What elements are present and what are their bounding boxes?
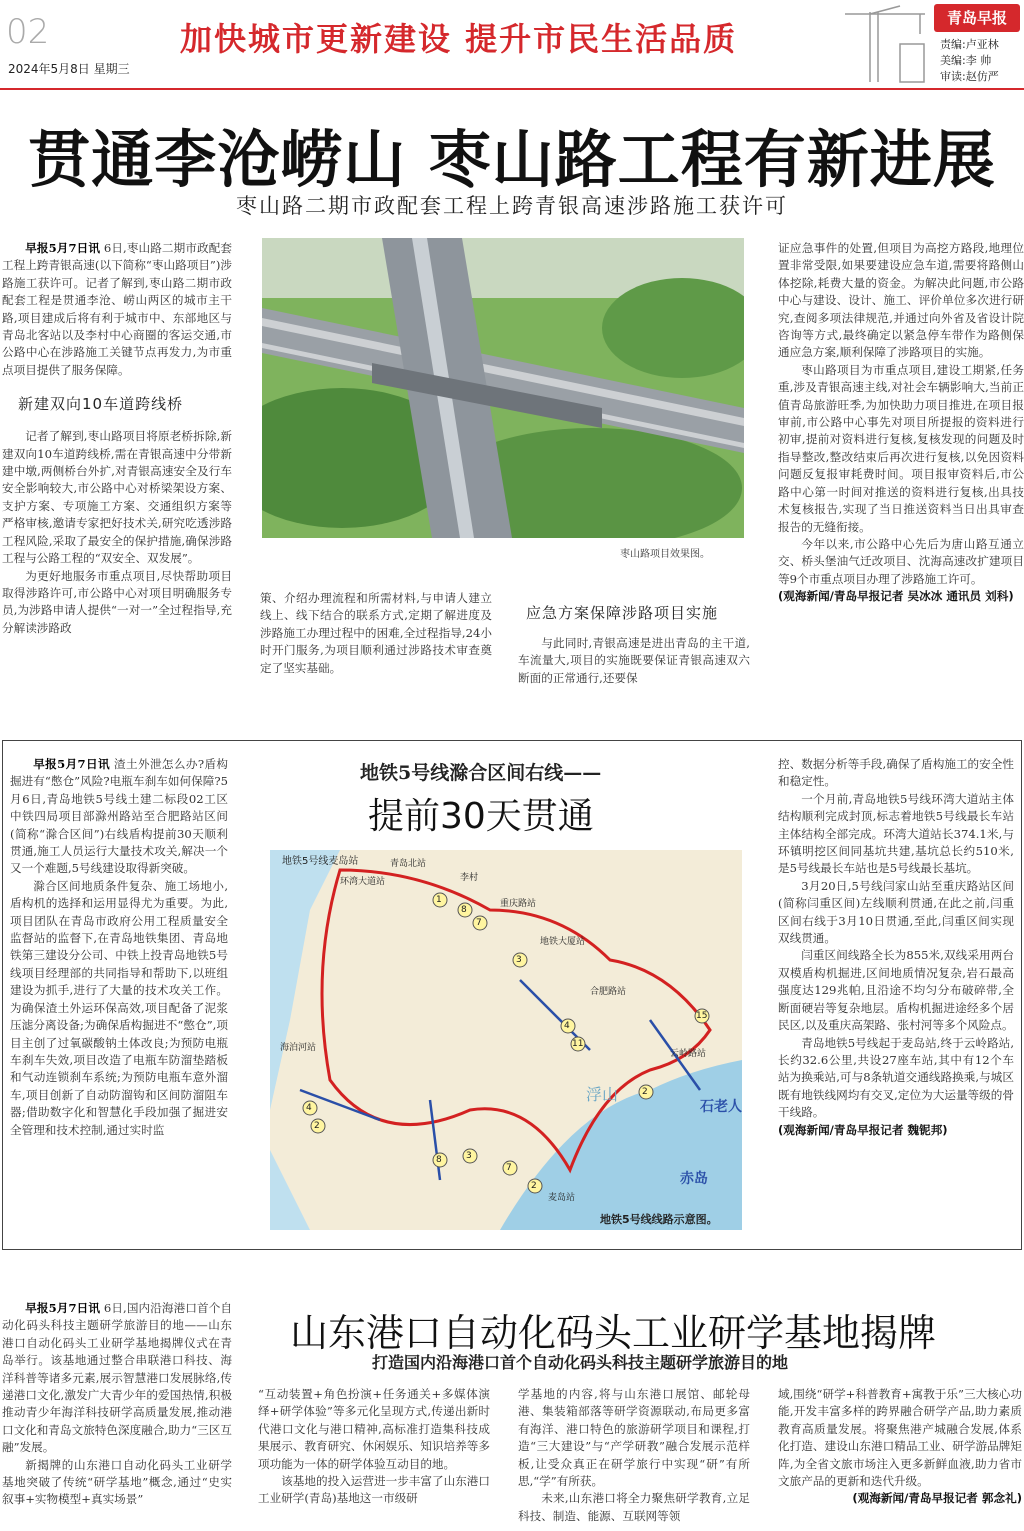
article2-col3: [778, 756, 1014, 1139]
a1-paragraph-7: 枣山路项目为市重点项目,建设工期紧,任务重,涉及青银高速主线,对社会车辆影响大,当前正值青岛旅游旺季,为加快助力项目推进,在项目报审前,市公路中心事先对项目所提报的资料进行初审,提前对资料进行复核,复核发现的问题及时指导整改,整改结束后再次进行复核,以免因资料问题反复报审耗费时间。项目报审资料后,市公路中心第一时间对推送的资料进行复核,出具技术复核报告,实现了当日推送资料当日出具审查报告的无缝衔接。: [778, 362, 1024, 534]
port-headline: 山东港口自动化码头工业研学基地揭牌: [290, 1311, 937, 1355]
a3-paragraph-4: 该基地的投入运营进一步丰富了山东港口工业研学(青岛)基地这一市级研: [258, 1474, 490, 1506]
a3-paragraph-1: 6日,国内沿海港口首个自动化码头科技主题研学旅游目的地——山东港口自动化码头工业研学基地揭牌仪式在青岛举行。该基地通过整合串联港口科技、海洋科普等诸多元素,展示智慧港口发展脉络,传递港口文化,激发广大青少年的爱国热情,积极推动青少年海洋科技研学高质量发展,推动港口文化和青岛文旅特色深度融合,助力“三区互融”发展。: [2, 1301, 233, 1455]
line-number: 15: [696, 1011, 708, 1021]
map-label: 地铁大厦站: [540, 937, 586, 947]
a3-paragraph-7: 域,围绕“研学+科普教育+寓教于乐”三大核心功能,开发丰富多样的跨界融合研学产品,助力素质教育高质量发展。将聚焦港产城融合发展,体系化打造、建设山东港口精品工业、研学游品牌矩阵,为全省文旅市场注入更多新鲜血液,助力省市文旅产品的更新和迭代升级。: [778, 1387, 1022, 1489]
a1-byline: (观海新闻/青岛早报记者 吴冰冰 通讯员 刘科): [778, 589, 1014, 604]
article3-col1: [2, 1300, 232, 1509]
map-label: 云岭路站: [670, 1049, 707, 1059]
a2-paragraph-2: 滁合区间地质条件复杂、施工场地小,盾构机的选择和运用显得尤为重要。为此,项目团队在青岛市政府公用工程质量安全监督站的监督下,在青岛地铁集团、青岛地铁第三建设分公司、中铁上投青岛地铁5号线项目经理部的共同指导和帮助下,以班组建设为抓手,进行了大量的技术攻关工作。为确保渣土外运环保高效,项目配备了泥浆压滤分离设备;为确保盾构掘进不“憋仓”,项目主创了过氧碳酸钠土体改良;为预防电瓶车刹车失效,项目改造了电瓶车防溜垫踏板和气动连锁刹车系统;为预防电瓶车意外溜车,项目创新了自动防溜钩和区间防溜阻车器;借助数字化和智慧化手段加强了掘进安全管理和技术控制,通过实时监: [10, 878, 228, 1137]
newspaper-logo: 青岛早报: [934, 4, 1020, 32]
line-number: 7: [476, 918, 482, 928]
editor-credit: 责编:卢亚林: [940, 38, 999, 51]
line-number: 3: [516, 955, 522, 965]
line-number: 4: [564, 1021, 570, 1031]
line-number: 8: [461, 905, 467, 915]
map-label: 石老人: [700, 1099, 742, 1115]
a2-paragraph-1: 渣土外泄怎么办?盾构掘进有“憋仓”风险?电瓶车刹车如何保障?5月6日,青岛地铁5号线土建二标段02工区中铁四局项目部滁州路站至合肥路站区间(简称“滁合区间”)右线盾构提前30天顺利贯通,施工人员运行大量技术攻关,解决一个又一个难题,5号线建设取得新突破。: [10, 757, 229, 876]
a1-paragraph-3: 为更好地服务市重点项目,尽快帮助项目取得涉路许可,市公路中心对项目明确服务专员,为涉路申请人提供“一对一”全过程指导,充分解读涉路政: [2, 568, 232, 635]
article2-col1: [10, 756, 228, 1139]
article3-col2: [258, 1386, 490, 1508]
a1-paragraph-4: 策、介绍办理流程和所需材料,与申请人建立线上、线下结合的联系方式,定期了解进度及涉路施工办理过程中的困难,全过程指导,24小时开门服务,为项目顺利通过涉路技术审查奠定了坚实基础。: [260, 591, 492, 675]
metro-kicker: 地铁5号线滁合区间右线——: [360, 762, 602, 784]
article1-col2: [260, 590, 492, 677]
line-number: 2: [314, 1121, 320, 1131]
lead-tag: 早报5月7日讯: [25, 1301, 101, 1315]
a3-paragraph-5: 学基地的内容,将与山东港口展馆、邮轮母港、集装箱部落等研学资源联动,布局更多富有海洋、港口特色的旅游研学项目和课程,打造“三大建设”与“产学研教”融合发展示范样板,让受众真正在研学旅行中实现“研”有所思,“学”有所获。: [518, 1387, 750, 1489]
designer-credit: 美编:李 帅: [940, 54, 992, 67]
a2-paragraph-3: 控、数据分析等手段,确保了盾构施工的安全性和稳定性。: [778, 757, 1014, 789]
line-number: 3: [466, 1151, 472, 1161]
map-label: 李村: [460, 873, 479, 883]
line-number: 11: [572, 1039, 584, 1049]
page-slogan: 加快城市更新建设 提升市民生活品质: [180, 20, 738, 58]
map-label: 重庆路站: [500, 899, 537, 909]
article1-col1: [2, 240, 232, 637]
a2-paragraph-6: 闫重区间线路全长为855米,双线采用两台双模盾构机掘进,区间地质情况复杂,岩石最高强度达129兆帕,且沿途不均匀分布破碎带,全断面硬岩等复杂地层。盾构机掘进途经多个居民区,以及重庆高架路、张村河等多个风险点。: [778, 948, 1014, 1033]
map-label: 合肥路站: [590, 987, 627, 997]
a1-paragraph-6: 证应急事件的处置,但项目为高挖方路段,地理位置非常受限,如果要建设应急车道,需要将路侧山体挖除,耗费大量的资金。为解决此问题,市公路中心与建设、设计、施工、评价单位多次进行研究,查阅多项法律规范,并通过向外省及省设计院咨询等方式,最终确定以紧急停车带作为路侧保通应急方案,顺利保障了涉路项目的实施。: [778, 241, 1024, 360]
map-label: 浮山: [586, 1085, 619, 1104]
crane-icon: [840, 4, 930, 84]
headline-zaoshan-road: 贯通李沧崂山 枣山路工程有新进展: [28, 123, 996, 196]
a2-paragraph-7: 青岛地铁5号线起于麦岛站,终于云岭路站,长约32.6公里,共设27座车站,其中有12个车站为换乘站,可与8条轨道交通线路换乘,与城区既有地铁线网均有交叉,定位为大运量等级的骨干线路。: [778, 1035, 1014, 1120]
lead-tag: 早报5月7日讯: [33, 757, 110, 771]
editor-credits: [940, 37, 999, 85]
photo-caption: 枣山路项目效果图。: [620, 549, 710, 560]
article3-col4: [778, 1386, 1022, 1508]
a3-paragraph-6: 未来,山东港口将全力聚焦研学教育,立足科技、制造、能源、互联网等领: [518, 1491, 750, 1523]
article3-col3: [518, 1386, 750, 1525]
subheadline-zaoshan-road: 枣山路二期市政配套工程上跨青银高速涉路施工获许可: [236, 194, 788, 218]
a1-subheading-emergency: 应急方案保障涉路项目实施: [526, 604, 719, 622]
a3-paragraph-3: “互动装置+角色扮演+任务通关+多媒体演绎+研学体验”等多元化呈现方式,传递出新时代港口文化与港口精神,高标准打造集科技成果展示、教育研究、休闲娱乐、知识培养等多项功能为一体的研学体验互动目的地。: [258, 1387, 490, 1471]
a3-paragraph-2: 新揭牌的山东港口自动化码头工业研学基地突破了传统“研学基地”概念,通过“史实叙事+实物模型+真实场景”: [2, 1457, 232, 1507]
a2-paragraph-5: 3月20日,5号线闫家山站至重庆路站区间(简称闫重区间)左线顺利贯通,在此之前,闫重区间右线于3月10日贯通,至此,闫重区间实现双线贯通。: [778, 878, 1014, 946]
article1-col4: [778, 240, 1024, 606]
line-number: 4: [306, 1103, 312, 1113]
map-label: 赤岛: [680, 1171, 708, 1187]
metro-line5-map: [270, 850, 742, 1230]
map-label: 海泊河站: [280, 1043, 317, 1053]
a1-paragraph-5: 与此同时,青银高速是进出青岛的主干道,车流量大,项目的实施既要保证青银高速双六断面的正常通行,还要保: [518, 636, 750, 685]
map-label: 地铁5号线麦岛站: [282, 856, 359, 867]
metro-headline: 提前30天贯通: [368, 796, 594, 837]
project-rendering-photo: [262, 238, 744, 538]
map-label: 环湾大道站: [340, 877, 386, 887]
proofreader-credit: 审读:赵仿严: [940, 70, 999, 83]
a1-paragraph-1: 6日,枣山路二期市政配套工程上跨青银高速(以下简称“枣山路项目”)涉路施工获许可。记者了解到,枣山路二期市政配套工程是贯通李沧、崂山两区的城市主干路,项目建成后将有利于城市中、东部地区与青岛北客站以及李村中心商圈的客运交通,市公路中心在涉路施工关键节点再发力,为市重点项目提供了服务保障。: [2, 241, 233, 377]
page-number: 02: [6, 12, 50, 52]
a1-subheading-bridge: 新建双向10车道跨线桥: [18, 395, 184, 414]
a1-paragraph-8: 今年以来,市公路中心先后为唐山路互通立交、桥头堡油气迁改项目、沈海高速改扩建项目等9个市重点项目办理了涉路施工许可。: [778, 536, 1024, 586]
lead-tag: 早报5月7日讯: [25, 241, 101, 255]
a2-byline: (观海新闻/青岛早报记者 魏铌邦): [778, 1122, 948, 1137]
masthead-rule: [0, 88, 1024, 90]
map-caption: 地铁5号线线路示意图。: [600, 1213, 718, 1226]
a1-paragraph-2: 记者了解到,枣山路项目将原老桥拆除,新建双向10车道跨线桥,需在青银高速中分带新建中墩,两侧桥台外扩,对青银高速安全及行车安全影响较大,市公路中心对桥梁架设方案、支护方案、专项施工方案、交通组织方案等严格审核,邀请专家把好技术关,研究吃透涉路工程风险,采取了最安全的保护措施,确保涉路工程与公路工程的“双安全、双发展”。: [2, 429, 232, 566]
port-subheadline: 打造国内沿海港口首个自动化码头科技主题研学旅游目的地: [372, 1353, 789, 1372]
line-number: 2: [642, 1087, 648, 1097]
line-number: 2: [531, 1181, 537, 1191]
line-number: 1: [436, 895, 442, 905]
article1-col3: [518, 580, 750, 687]
issue-date: 2024年5月8日 星期三: [8, 62, 130, 76]
a3-byline: (观海新闻/青岛早报记者 郭念礼): [852, 1491, 1022, 1506]
line-number: 8: [436, 1155, 442, 1165]
map-label: 麦岛站: [548, 1193, 576, 1203]
a2-paragraph-4: 一个月前,青岛地铁5号线环湾大道站主体结构顺利完成封顶,标志着地铁5号线最长车站主体结构全部完成。环湾大道站长374.1米,与环镇明挖区间同基坑共建,基坑总长约510米,是5号线最长车站也是5号线最长基坑。: [778, 791, 1014, 876]
line-number: 7: [506, 1163, 512, 1173]
map-label: 青岛北站: [390, 859, 427, 869]
